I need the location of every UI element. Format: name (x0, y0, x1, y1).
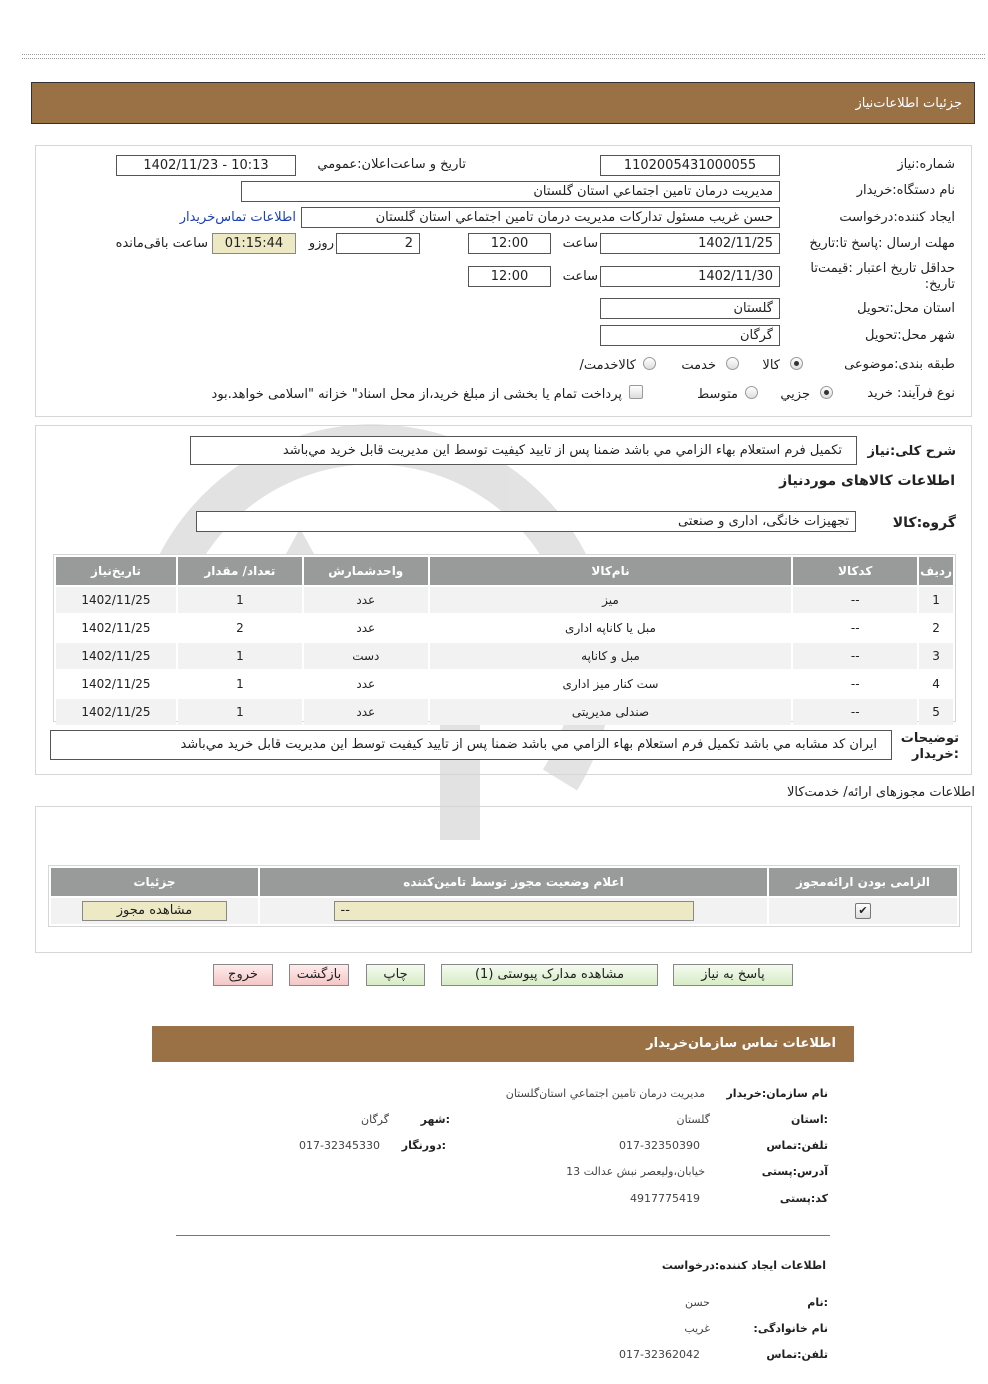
cell-name: ست کنار میز اداری (430, 671, 792, 697)
table-row (56, 671, 953, 697)
col-code: کدکالا (793, 557, 917, 585)
contact-phone-label: تلفن:تماس (766, 1139, 828, 1152)
creator-phone-label: تلفن:تماس (766, 1348, 828, 1361)
validity-date-field: 1402/11/30 (600, 266, 780, 287)
validity-time-label: ساعت (562, 269, 598, 284)
permit-row (51, 898, 957, 924)
col-date: تاریخ‌نیاز (56, 557, 176, 585)
buyer-notes-label: توضیحات :خریدار (900, 731, 959, 762)
cell-qty: 1 (178, 699, 302, 725)
announce-label: تاریخ و ساعت‌اعلان:عمومي (317, 157, 466, 172)
category-label: طبقه بندی:موضوعی (844, 357, 955, 372)
permit-required-col: الزامی بودن ارائه‌مجوز (769, 868, 957, 896)
page-header: جزئیات اطلاعات‌نیاز (31, 82, 975, 124)
city-label: شهر محل:تحویل (865, 328, 955, 343)
col-row: ردیف (919, 557, 953, 585)
contact-address-value: خيابان،وليعصر نبش عدالت 13 (566, 1165, 705, 1178)
cell-date: 1402/11/25 (56, 671, 176, 697)
permit-status-cell (260, 898, 767, 924)
table-row (56, 615, 953, 641)
cell-qty: 1 (178, 643, 302, 669)
creator-info-title: اطلاعات ایجاد کننده:درخواست (661, 1259, 826, 1272)
cell-unit: عدد (304, 615, 428, 641)
creator-phone-value: 017-32362042 (619, 1348, 700, 1361)
cell-unit: دست (304, 643, 428, 669)
col-name: نام‌کالا (430, 557, 792, 585)
cell-code: -- (793, 587, 917, 613)
cell-row: 4 (919, 671, 953, 697)
permits-table (49, 866, 959, 926)
need-number-field: 1102005431000055 (600, 155, 780, 176)
contact-city-value: گرگان (361, 1113, 389, 1126)
process-minor-label: جزيي (780, 387, 810, 402)
contact-city-label: :شهر (420, 1113, 450, 1126)
creator-family-label: نام خانوادگی: (753, 1322, 828, 1335)
category-service-radio[interactable] (726, 357, 739, 370)
reply-button[interactable]: پاسخ به نیاز (673, 964, 793, 986)
permits-table-wrap (48, 865, 960, 927)
category-goods-radio[interactable] (790, 357, 803, 370)
process-label: نوع فرآیند: خرید (867, 386, 955, 401)
cell-row: 3 (919, 643, 953, 669)
goods-table-wrap (53, 554, 956, 722)
treasury-payment-checkbox[interactable] (629, 385, 643, 399)
cell-date: 1402/11/25 (56, 643, 176, 669)
contact-org-value: مديريت درمان تامين اجتماعي استان‌گلستان (505, 1087, 705, 1100)
permit-details-col: جزئیات (51, 868, 258, 896)
contact-province-value: گلستان (676, 1113, 710, 1126)
cell-row: 1 (919, 587, 953, 613)
contact-postal-value: 4917775419 (630, 1192, 700, 1205)
treasury-payment-note: پرداخت تمام یا بخشی از مبلغ خرید،از محل اسناد" خزانه "اسلامی خواهد.بود (211, 387, 622, 402)
goods-group-label: گروه:کالا (892, 515, 956, 531)
days-field: 2 (336, 233, 420, 254)
city-field: گرگان (600, 325, 780, 346)
process-minor-radio[interactable] (820, 386, 833, 399)
exit-button[interactable]: خروج (213, 964, 273, 986)
back-button[interactable]: بازگشت (289, 964, 349, 986)
creator-field: حسن غريب مسئول تداركات مديريت درمان تامين اجتماعي استان گلستان (301, 207, 780, 228)
send-time-field: 12:00 (468, 233, 551, 254)
province-label: استان محل:تحویل (857, 301, 955, 316)
permit-required-checkbox[interactable]: ✔ (855, 903, 871, 919)
top-divider (22, 54, 985, 59)
remaining-time-label: ساعت باقی‌مانده (115, 236, 208, 251)
category-goods-label: کالا (762, 358, 780, 373)
table-row (56, 587, 953, 613)
cell-code: -- (793, 699, 917, 725)
process-medium-radio[interactable] (745, 386, 758, 399)
cell-code: -- (793, 615, 917, 641)
goods-table (54, 555, 955, 727)
contact-fax-label: :دورنگار (401, 1139, 446, 1152)
buyer-notes-field: ايران كد مشابه مي باشد تكميل فرم استعلام بهاء الزامي مي باشد ضمنا پس از تاييد كيفيت توسط اين مديريت قابل خريد مي‌باشد (50, 730, 892, 760)
cell-date: 1402/11/25 (56, 615, 176, 641)
permits-title: اطلاعات مجوزهای ارائه/ خدمت‌کالا (786, 785, 975, 800)
contact-fax-value: 017-32345330 (299, 1139, 380, 1152)
cell-name: میز (430, 587, 792, 613)
permit-details-cell (51, 898, 258, 924)
cell-name: مبل و کاناپه (430, 643, 792, 669)
table-row (56, 643, 953, 669)
creator-label: ایجاد کننده:درخواست (839, 210, 955, 225)
summary-field: تكميل فرم استعلام بهاء الزامي مي باشد ضمنا پس از تاييد كيفيت توسط اين مديريت قابل خريد مي‌باشد (190, 436, 857, 465)
remaining-time-field: 01:15:44 (212, 233, 296, 254)
cell-date: 1402/11/25 (56, 587, 176, 613)
validity-time-field: 12:00 (468, 266, 551, 287)
cell-unit: عدد (304, 587, 428, 613)
contact-phone-value: 017-32350390 (619, 1139, 700, 1152)
category-both-label: کالاخدمت/ (579, 358, 636, 373)
send-date-field: 1402/11/25 (600, 233, 780, 254)
contact-divider (176, 1235, 830, 1236)
goods-section-title: اطلاعات کالاهای موردنیاز (779, 473, 955, 489)
view-attachments-button[interactable]: مشاهده مدارک پیوستی (1) (441, 964, 658, 986)
goods-group-field: تجهیزات خانگی، اداری و صنعتی (196, 511, 856, 532)
need-number-label: شماره:نیاز (897, 157, 955, 172)
cell-name: مبل یا کاناپه اداری (430, 615, 792, 641)
summary-label: شرح کلی:نیاز (867, 444, 956, 459)
process-medium-label: متوسط (697, 387, 738, 402)
table-row (56, 699, 953, 725)
cell-code: -- (793, 671, 917, 697)
cell-row: 5 (919, 699, 953, 725)
contact-postal-label: کد:پستی (779, 1192, 828, 1205)
cell-name: صندلی مدیریتی (430, 699, 792, 725)
permit-status-field: -- (334, 901, 694, 921)
buyer-label: نام دستگاه:خریدار (856, 183, 955, 198)
cell-unit: عدد (304, 671, 428, 697)
send-deadline-label: مهلت ارسال :پاسخ تا:تاریخ (809, 236, 955, 251)
col-unit: واحدشمارش (304, 557, 428, 585)
cell-qty: 1 (178, 671, 302, 697)
buyer-contact-link[interactable]: اطلاعات تماس‌خریدار (179, 210, 296, 225)
cell-qty: 2 (178, 615, 302, 641)
creator-name-value: حسن (685, 1296, 710, 1309)
creator-family-value: غريب (684, 1322, 710, 1335)
cell-unit: عدد (304, 699, 428, 725)
contact-province-label: :استان (791, 1113, 828, 1126)
cell-qty: 1 (178, 587, 302, 613)
print-button[interactable]: چاپ (366, 964, 425, 986)
cell-date: 1402/11/25 (56, 699, 176, 725)
buyer-field: مديريت درمان تامين اجتماعي استان گلستان (241, 181, 780, 202)
creator-name-label: :نام (807, 1296, 828, 1309)
col-qty: تعداد/ مقدار (178, 557, 302, 585)
permit-required-cell (769, 898, 957, 924)
cell-row: 2 (919, 615, 953, 641)
contact-title: اطلاعات تماس سازمان‌خریدار (152, 1026, 854, 1062)
days-label: روزو (308, 236, 334, 251)
permit-status-col: اعلام وضعیت مجوز توسط تامین‌کننده (260, 868, 767, 896)
announce-field: 1402/11/23 - 10:13 (116, 155, 296, 176)
validity-label: حداقل تاریخ اعتبار :قیمت‌تا تاریخ: (810, 261, 955, 292)
contact-address-label: آدرس:پستی (761, 1165, 828, 1178)
cell-code: -- (793, 643, 917, 669)
send-time-label: ساعت (562, 236, 598, 251)
contact-org-label: نام سازمان:خریدار (726, 1087, 828, 1100)
view-permit-button[interactable]: مشاهده مجوز (82, 901, 227, 921)
category-both-radio[interactable] (643, 357, 656, 370)
category-service-label: خدمت (681, 358, 716, 373)
province-field: گلستان (600, 298, 780, 319)
